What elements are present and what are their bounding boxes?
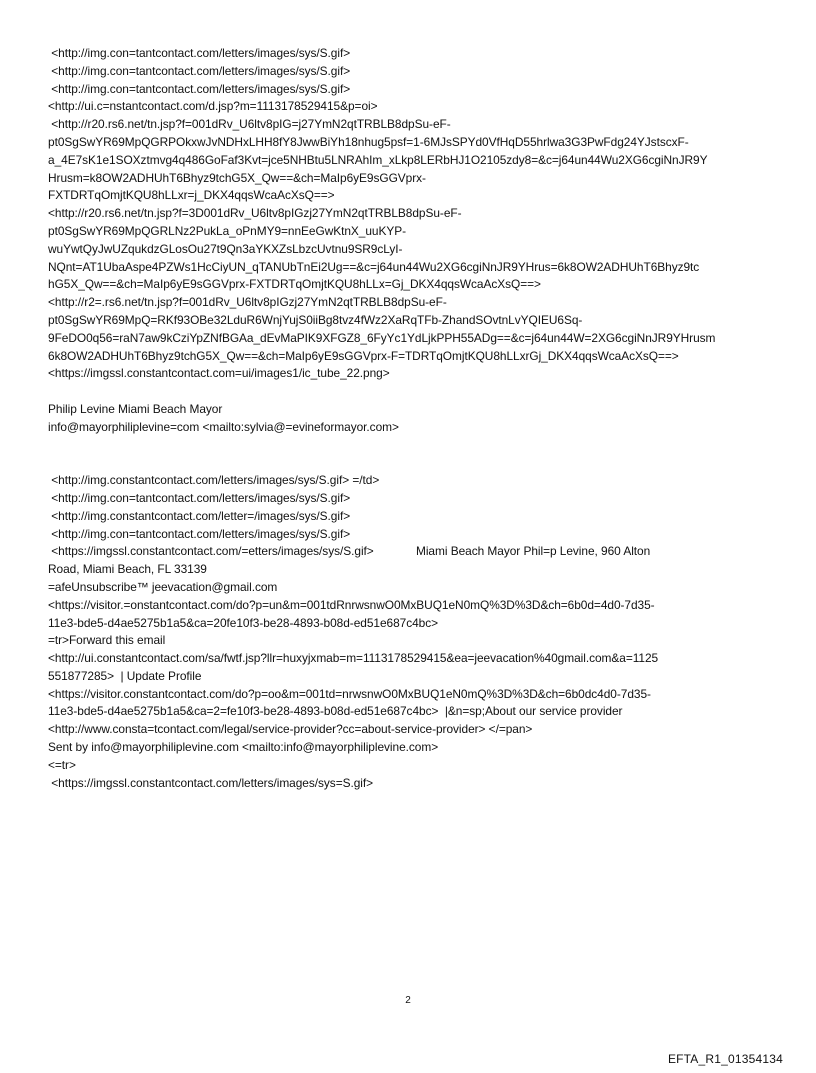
forward-email-line: =tr>Forward this email bbox=[48, 633, 166, 648]
service-provider-line: 11e3-bde5-d4ae5275b1a5&ca=2=fe10f3-be28-4893-b08d-ed51e687c4bc> |&n=sp;About our service provider bbox=[48, 704, 623, 719]
update-profile-line: 551877285> | Update Profile bbox=[48, 668, 202, 683]
text-line: <=tr> bbox=[48, 757, 76, 772]
text-line: <http://img.con=tantcontact.com/letters/images/sys/S.gif> bbox=[48, 46, 351, 60]
text-line: pt0SgSwYR69MpQGRPOkxwJvNDHxLHH8fY8JwwBiYh18nhug5psf=1-6MJsSPYd0VfHqD55hrlwa3G3PwFdg24YJstscxF- bbox=[48, 134, 689, 149]
text-line: <http://r20.rs6.net/tn.jsp?f=001dRv_U6ltv8pIG=j27YmN2qtTRBLB8dpSu-eF- bbox=[48, 117, 451, 132]
text-line: <https://imgssl.constantcontact.com/=etters/images/sys/S.gif> Miami Beach Mayor Phil=p Levine, 960 Alton bbox=[48, 544, 651, 559]
text-line: <http://www.consta=tcontact.com/legal/service-provider?cc=about-service-provider> </=pan> bbox=[48, 722, 533, 737]
text-line: <http://ui.constantcontact.com/sa/fwtf.jsp?llr=huxyjxmab=m=1113178529415&ea=jeevacation%40gmail.com&a=1125 bbox=[48, 651, 659, 666]
text-line: NQnt=AT1UbaAspe4PZWs1HcCiyUN_qTANUbTnEi2Ug==&c=j64un44Wu2XG6cgiNnJR9YHrus=6k8OW2ADHUhT6Bhyz9tc bbox=[48, 259, 700, 274]
text-line: <https://imgssl.constantcontact.com=ui/images1/ic_tube_22.png> bbox=[48, 366, 390, 381]
signature-block bbox=[48, 401, 772, 437]
text-line: <http://ui.c=nstantcontact.com/d.jsp?m=1113178529415&p=oi> bbox=[48, 99, 378, 114]
sent-by-line: Sent by info@mayorphiliplevine.com <mailto:info@mayorphiliplevine.com> bbox=[48, 740, 439, 755]
sender-name: Philip Levine Miami Beach Mayor bbox=[48, 401, 223, 416]
text-line: 11e3-bde5-d4ae5275b1a5&ca=20fe10f3-be28-4893-b08d-ed51e687c4bc> bbox=[48, 615, 439, 630]
text-line: <https://imgssl.constantcontact.com/letters/images/sys=S.gif> bbox=[48, 775, 374, 790]
text-line: <http://img.constantcontact.com/letters/images/sys/S.gif> =/td> bbox=[48, 473, 380, 488]
text-line: FXTDRTqOmjtKQU8hLLxr=j_DKX4qqsWcaAcXsQ==> bbox=[48, 188, 335, 203]
text-line: 9FeDO0q56=raN7aw9kCziYpZNfBGAa_dEvMaPIK9XFGZ8_6FyYc1YdLjkPPH55ADg==&c=j64un44W=2XG6cgiNnJR9YHrusm bbox=[48, 330, 716, 345]
sender-email: info@mayorphiliplevine=com <mailto:sylvia@=evineformayor.com> bbox=[48, 419, 399, 434]
text-line: pt0SgSwYR69MpQGRLNz2PukLa_oPnMY9=nnEeGwKtnX_uuKYP- bbox=[48, 223, 407, 238]
text-line: <http://img.con=tantcontact.com/letters/images/sys/S.gif> bbox=[48, 63, 351, 78]
page-number: 2 bbox=[405, 995, 411, 1006]
text-line: a_4E7sK1e1SOXztmvg4q486GoFaf3Kvt=jce5NHBtu5LNRAhIm_xLkp8LERbHJ1O2105zdy8=&c=j64un44Wu2XG6cgiNnJR9Y bbox=[48, 152, 708, 167]
image-link-block bbox=[48, 45, 772, 383]
spacer bbox=[48, 383, 772, 401]
text-line: <http://img.con=tantcontact.com/letters/images/sys/S.gif> bbox=[48, 490, 351, 505]
unsubscribe-line: =afeUnsubscribe™ jeevacation@gmail.com bbox=[48, 579, 278, 594]
text-line: <http://r2=.rs6.net/tn.jsp?f=001dRv_U6ltv8pIGzj27YmN2qtTRBLB8dpSu-eF- bbox=[48, 295, 447, 310]
text-line: 6k8OW2ADHUhT6Bhyz9tchG5X_Qw==&ch=MaIp6yE9sGGVprx-F=TDRTqOmjtKQU8hLLxrGj_DKX4qqsWcaAcXsQ==> bbox=[48, 348, 679, 363]
address-line: Road, Miami Beach, FL 33139 bbox=[48, 562, 207, 577]
text-line: <http://r20.rs6.net/tn.jsp?f=3D001dRv_U6ltv8pIGzj27YmN2qtTRBLB8dpSu-eF- bbox=[48, 206, 462, 221]
text-line: <http://img.con=tantcontact.com/letters/images/sys/S.gif> bbox=[48, 526, 351, 541]
text-line: pt0SgSwYR69MpQ=RKf93OBe32LduR6WnjYujS0iiBg8tvz4fWz2XaRqTFb-ZhandSOvtnLvYQIEU6Sq- bbox=[48, 312, 583, 327]
spacer bbox=[48, 437, 772, 473]
email-body bbox=[48, 45, 772, 792]
text-line: hG5X_Qw==&ch=MaIp6yE9sGGVprx-FXTDRTqOmjtKQU8hLLx=Gj_DKX4qqsWcaAcXsQ==> bbox=[48, 277, 541, 292]
text-line: wuYwtQyJwUZqukdzGLosOu27t9Qn3aYKXZsLbzcUvtnu9SR9cLyI- bbox=[48, 241, 403, 256]
document-id: EFTA_R1_01354134 bbox=[667, 1052, 783, 1066]
text-line: <http://img.con=tantcontact.com/letters/images/sys/S.gif> bbox=[48, 81, 351, 96]
footer-link-block bbox=[48, 472, 772, 792]
text-line: Hrusm=k8OW2ADHUhT6Bhyz9tchG5X_Qw==&ch=MaIp6yE9sGGVprx- bbox=[48, 170, 426, 185]
text-line: <http://img.constantcontact.com/letter=/images/sys/S.gif> bbox=[48, 508, 351, 523]
text-line: <https://visitor.=onstantcontact.com/do?p=un&m=001tdRnrwsnwO0MxBUQ1eN0mQ%3D%3D&ch=6b0d=4d0-7d35- bbox=[48, 597, 655, 612]
text-line: <https://visitor.constantcontact.com/do?p=oo&m=001td=nrwsnwO0MxBUQ1eN0mQ%3D%3D&ch=6b0dc4d0-7d35- bbox=[48, 686, 651, 701]
